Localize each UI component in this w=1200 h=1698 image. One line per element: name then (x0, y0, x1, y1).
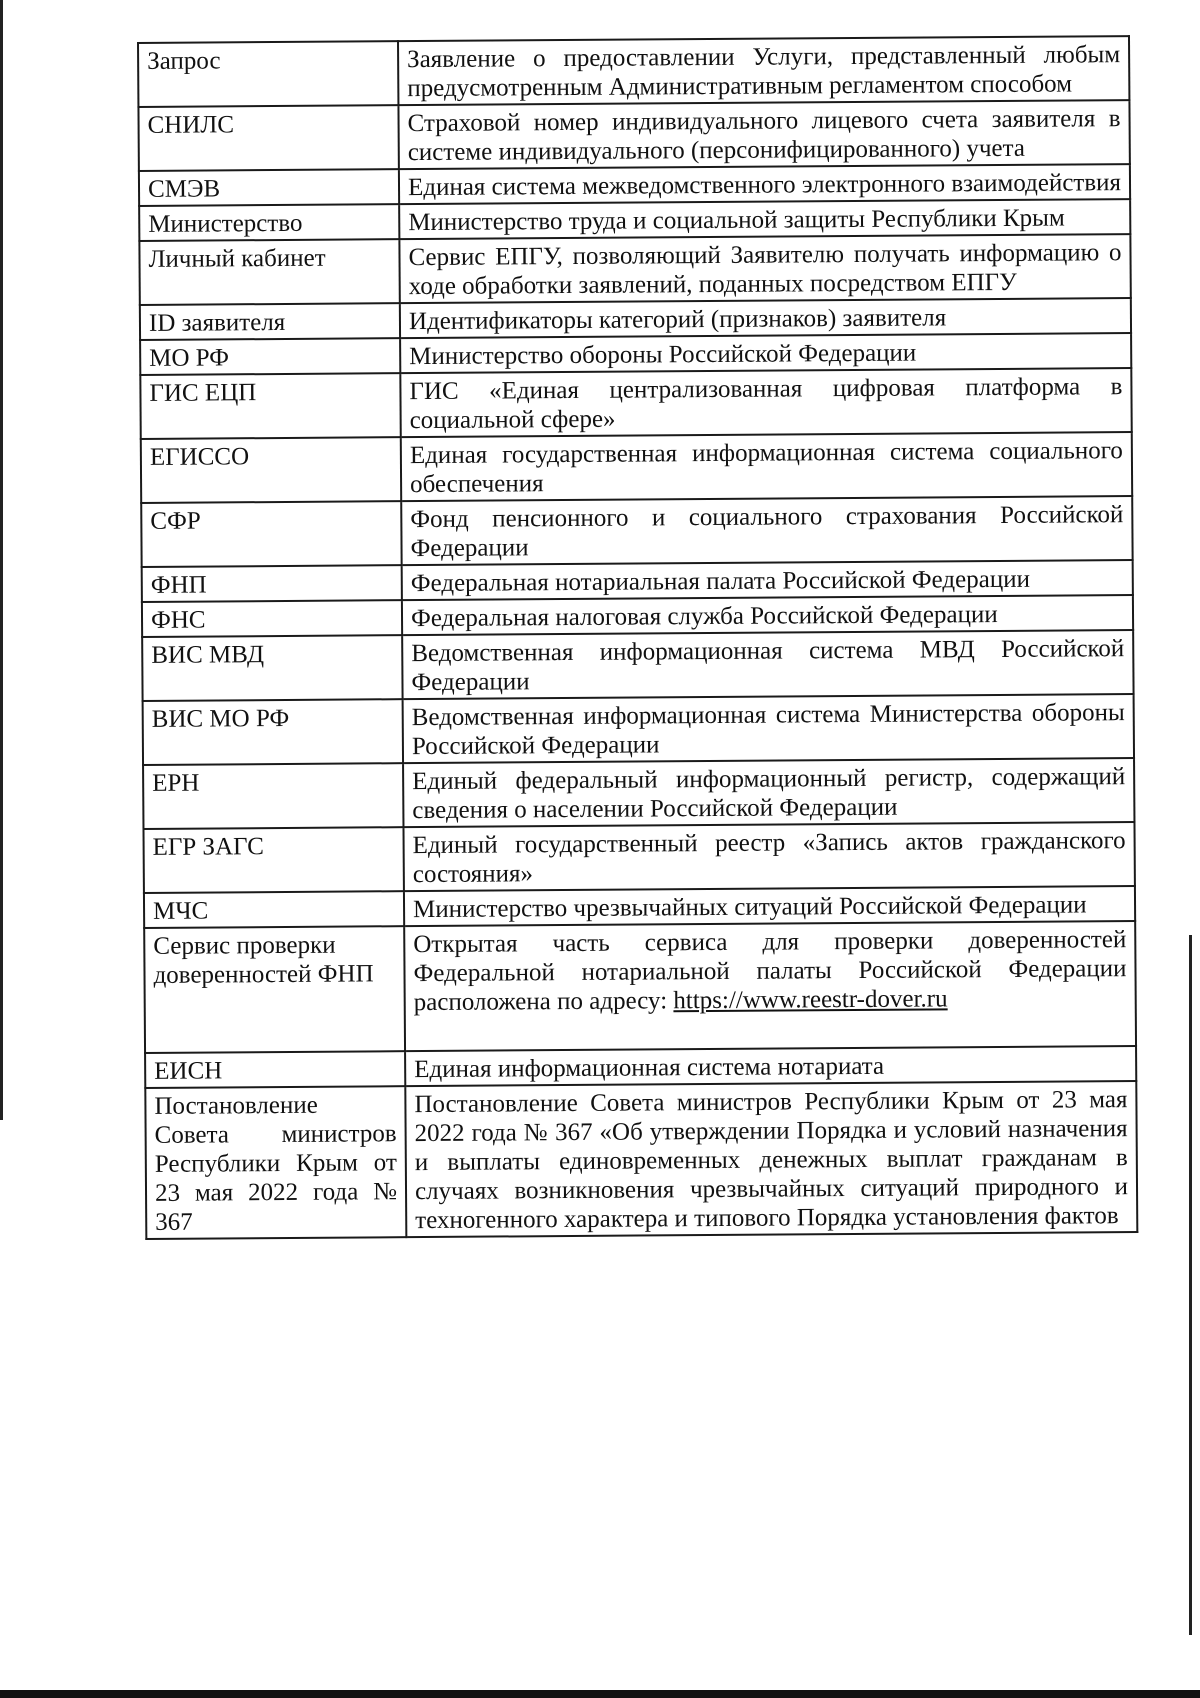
table-row (142, 630, 1133, 701)
reestr-dover-link[interactable]: https://www.reestr-dover.ru (673, 985, 948, 1015)
term-cell: ФНП (142, 565, 402, 602)
term-cell: ВИС МВД (142, 635, 402, 701)
table-row (140, 368, 1131, 439)
scan-edge-left (0, 0, 3, 1120)
term-cell: ЕГР ЗАГС (143, 827, 403, 893)
definition-cell: Идентификаторы категорий (признаков) заявителя (400, 298, 1131, 338)
term-cell: Постановление Совета министров Республики Крым от 23 мая 2022 года № 367 (145, 1086, 406, 1239)
table-row (143, 694, 1134, 765)
definition-cell: Ведомственная информационная система МВД Российской Федерации (402, 630, 1133, 699)
term-cell: ФНС (142, 600, 402, 637)
table-row (138, 100, 1129, 171)
term-cell: МО РФ (140, 338, 400, 375)
term-cell: СМЭВ (139, 169, 399, 206)
scan-edge-right (1189, 935, 1192, 1635)
definition-cell: Единый государственный реестр «Запись актов гражданского состояния» (403, 822, 1134, 891)
term-cell: ВИС МО РФ (143, 699, 403, 765)
definition-cell: Ведомственная информационная система Министерства обороны Российской Федерации (403, 694, 1134, 763)
table-row-service (144, 921, 1136, 1053)
table-row (138, 36, 1129, 107)
term-cell: ЕИСН (145, 1051, 405, 1088)
term-cell: Министерство (139, 204, 399, 241)
table-row (143, 822, 1134, 893)
table-row (139, 234, 1130, 305)
scan-bottom-band (0, 1690, 1200, 1698)
definitions-table (137, 35, 1138, 1240)
definition-cell: Сервис ЕПГУ, позволяющий Заявителю получать информацию о ходе обработки заявлений, поданных посредством ЕПГУ (399, 234, 1130, 303)
term-cell: Личный кабинет (139, 239, 399, 305)
definitions-table-body (138, 36, 1137, 1239)
definition-cell: Министерство чрезвычайных ситуаций Российской Федерации (404, 886, 1135, 926)
table-row (141, 496, 1132, 567)
definition-cell: Фонд пенсионного и социального страхования Российской Федерации (401, 496, 1132, 565)
term-cell: МЧС (144, 891, 404, 928)
definition-cell: Заявление о предоставлении Услуги, представленный любым предусмотренным Административным регламентом способом (398, 36, 1129, 105)
definition-cell: Министерство обороны Российской Федерации (400, 333, 1131, 373)
term-cell: ЕРН (143, 763, 403, 829)
definition-text: Открытая часть сервиса для проверки доверенностей Федеральной нотариальной палаты Российской Федерации расположена по адресу: (413, 926, 1127, 1017)
definition-cell: Страховой номер индивидуального лицевого счета заявителя в системе индивидуального (персонифицированного) учета (398, 100, 1129, 169)
definition-cell: Единая государственная информационная система социального обеспечения (401, 432, 1132, 501)
definition-cell: Единая информационная система нотариата (405, 1046, 1136, 1086)
definition-cell: Министерство труда и социальной защиты Республики Крым (399, 199, 1130, 239)
definition-cell: Единый федеральный информационный регистр, содержащий сведения о населении Российской Федерации (403, 758, 1134, 827)
term-cell: ID заявителя (140, 303, 400, 340)
table-row (141, 432, 1132, 503)
term-cell: ЕГИССО (141, 437, 401, 503)
term-cell: Запрос (138, 41, 398, 107)
definition-cell: ГИС «Единая централизованная цифровая платформа в социальной сфере» (400, 368, 1131, 437)
definition-cell: Постановление Совета министров Республики Крым от 23 мая 2022 года № 367 «Об утверждении Порядка и условий назначения и выплаты единовременных денежных выплат гражданам в случаях возникновения чрезвычайных ситуаций природного и техногенного характера и типового Порядка установления фактов (405, 1081, 1137, 1237)
definition-cell: Единая система межведомственного электронного взаимодействия (399, 164, 1130, 204)
term-cell: СФР (141, 501, 401, 567)
term-cell: ГИС ЕЦП (140, 373, 400, 439)
definition-cell (404, 921, 1136, 1051)
term-cell: СНИЛС (138, 105, 398, 171)
definition-cell: Федеральная налоговая служба Российской Федерации (402, 595, 1133, 635)
table-row (143, 758, 1134, 829)
table-row-decree (145, 1081, 1137, 1239)
term-cell: Сервис проверки доверенностей ФНП (144, 926, 405, 1053)
definition-cell: Федеральная нотариальная палата Российской Федерации (402, 560, 1133, 600)
